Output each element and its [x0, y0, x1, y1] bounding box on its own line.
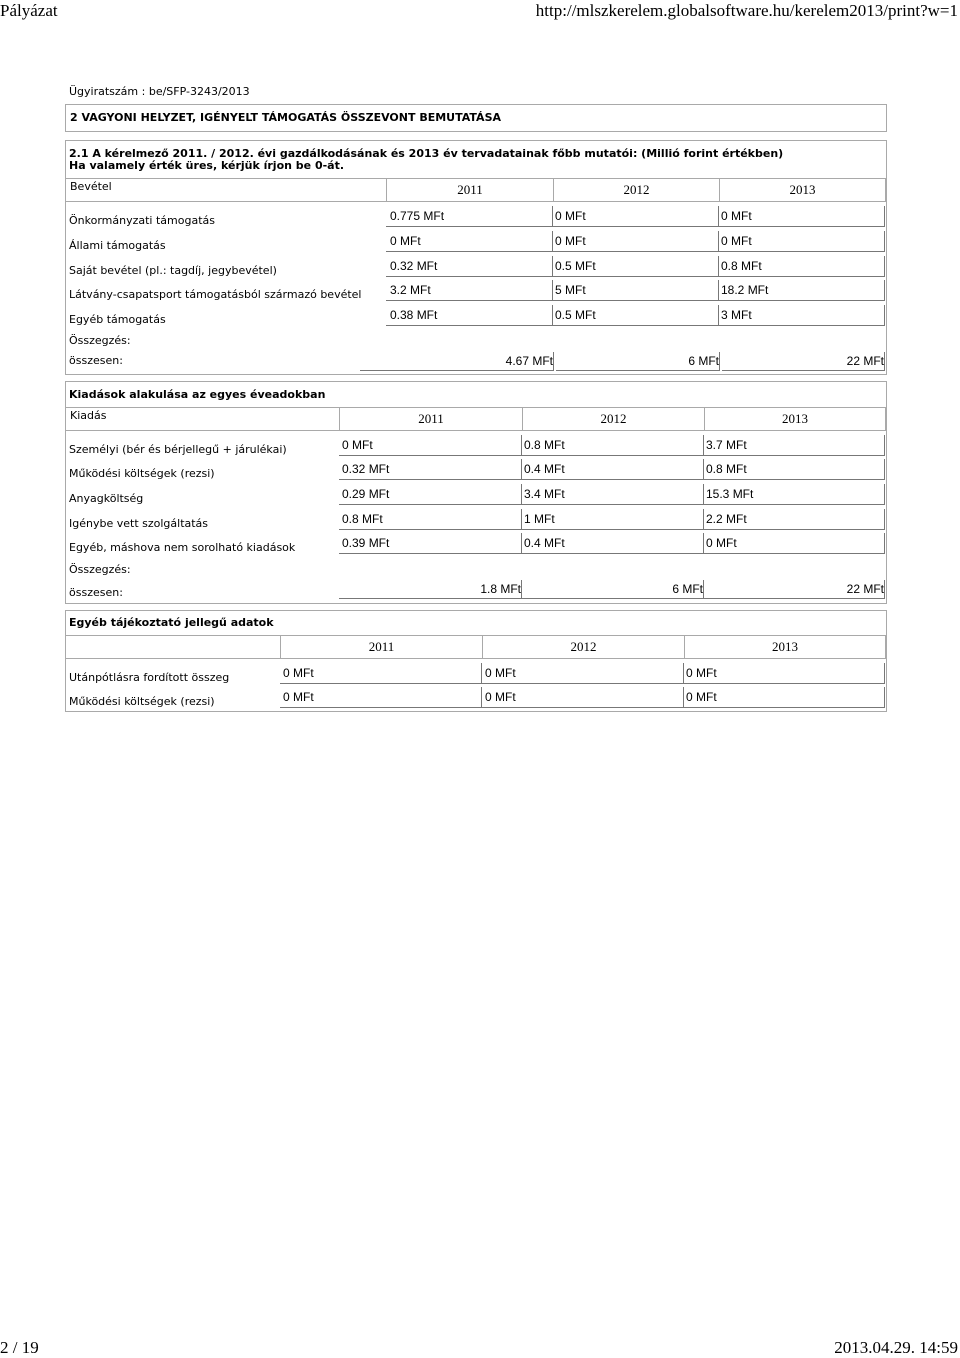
income-field[interactable] [386, 256, 553, 277]
income-value: 3 MFt [721, 308, 752, 322]
expenses-field[interactable] [522, 533, 704, 554]
expenses-value: 0 MFt [706, 536, 737, 550]
expenses-field[interactable] [704, 533, 885, 554]
income-value: 0 MFt [555, 234, 586, 248]
income-field[interactable] [553, 231, 719, 252]
expenses-value: 0.32 MFt [342, 462, 390, 476]
expenses-row-label: Személyi (bér és bérjellegű + járulékai) [69, 443, 287, 456]
income-value: 5 MFt [555, 283, 586, 297]
income-field[interactable] [719, 206, 885, 227]
expenses-row-label: Igénybe vett szolgáltatás [69, 517, 209, 530]
other-field[interactable] [684, 663, 885, 684]
income-total-label: összesen: [69, 354, 123, 367]
expenses-header-cell [65, 407, 340, 431]
expenses-value: 0.29 MFt [342, 487, 390, 501]
other-year-2013: 2013 [684, 635, 886, 659]
page-header-title: Pályázat [0, 1, 58, 20]
income-total-2013: 22 MFt [722, 352, 885, 371]
income-value: 0 MFt [721, 234, 752, 248]
case-number: Ügyiratszám : be/SFP-3243/2013 [69, 85, 250, 98]
income-field[interactable] [386, 280, 553, 301]
expenses-field[interactable] [339, 459, 522, 480]
income-year-2013: 2013 [719, 178, 886, 202]
expenses-field[interactable] [339, 435, 522, 456]
expenses-field[interactable] [704, 435, 885, 456]
expenses-total-label: összesen: [69, 586, 123, 599]
income-value: 0.5 MFt [555, 259, 596, 273]
other-year-2011: 2011 [280, 635, 483, 659]
expenses-value: 15.3 MFt [706, 487, 754, 501]
expenses-row-label: Működési költségek (rezsi) [69, 467, 215, 480]
income-value: 0.5 MFt [555, 308, 596, 322]
income-field[interactable] [719, 280, 885, 301]
other-row-label: Utánpótlásra fordított összeg [69, 671, 230, 684]
income-value: 0.775 MFt [390, 209, 445, 223]
expenses-summary-label: Összegzés: [69, 563, 131, 576]
income-total-2011: 4.67 MFt [360, 352, 554, 371]
expenses-row-label: Egyéb, máshova nem sorolható kiadások [69, 541, 296, 554]
income-value: 0 MFt [390, 234, 421, 248]
other-field[interactable] [280, 687, 482, 708]
other-value: 0 MFt [485, 690, 516, 704]
section-title: 2 VAGYONI HELYZET, IGÉNYELT TÁMOGATÁS ÖSSZEVONT BEMUTATÁSA [70, 111, 502, 124]
expenses-year-2013: 2013 [704, 407, 886, 431]
expenses-value: 0.4 MFt [524, 536, 565, 550]
income-field[interactable] [553, 280, 719, 301]
income-value: 0.38 MFt [390, 308, 438, 322]
income-value: 18.2 MFt [721, 283, 769, 297]
expenses-value: 0.8 MFt [524, 438, 565, 452]
income-field[interactable] [553, 305, 719, 326]
other-year-2012: 2012 [482, 635, 685, 659]
income-field[interactable] [386, 206, 553, 227]
other-value: 0 MFt [283, 690, 314, 704]
expenses-value: 3.7 MFt [706, 438, 747, 452]
income-row-label: Egyéb támogatás [69, 313, 166, 326]
expenses-header-label: Kiadás [70, 409, 107, 422]
expenses-value: 0 MFt [342, 438, 373, 452]
income-header-cell [65, 178, 387, 202]
income-row-label: Látvány-csapatsport támogatásból származó bevétel [69, 288, 362, 301]
income-row-label: Állami támogatás [69, 239, 166, 252]
expenses-total-2013: 22 MFt [704, 580, 885, 599]
income-header-label: Bevétel [70, 180, 112, 193]
expenses-field[interactable] [339, 484, 522, 505]
income-value: 0 MFt [555, 209, 586, 223]
other-row-label: Működési költségek (rezsi) [69, 695, 215, 708]
expenses-field[interactable] [522, 435, 704, 456]
expenses-field[interactable] [339, 533, 522, 554]
income-row-label: Saját bevétel (pl.: tagdíj, jegybevétel) [69, 264, 277, 277]
expenses-value: 0.8 MFt [342, 512, 383, 526]
income-field[interactable] [553, 206, 719, 227]
expenses-total-2012: 6 MFt [522, 580, 704, 599]
other-field[interactable] [482, 663, 684, 684]
income-value: 0 MFt [721, 209, 752, 223]
income-summary-label: Összegzés: [69, 334, 131, 347]
income-field[interactable] [386, 231, 553, 252]
expenses-field[interactable] [704, 484, 885, 505]
expenses-value: 0.8 MFt [706, 462, 747, 476]
other-value: 0 MFt [485, 666, 516, 680]
print-datetime: 2013.04.29. 14:59 [834, 1338, 958, 1357]
expenses-title: Kiadások alakulása az egyes éveadokban [69, 388, 326, 401]
income-field[interactable] [386, 305, 553, 326]
income-field[interactable] [719, 256, 885, 277]
subsection-note: Ha valamely érték üres, kérjük írjon be 0-át. [69, 159, 345, 172]
expenses-value: 3.4 MFt [524, 487, 565, 501]
income-value: 0.32 MFt [390, 259, 438, 273]
other-info-title: Egyéb tájékoztató jellegű adatok [69, 616, 274, 629]
income-year-2012: 2012 [553, 178, 720, 202]
other-value: 0 MFt [686, 666, 717, 680]
section-title-box [65, 104, 887, 132]
expenses-value: 1 MFt [524, 512, 555, 526]
income-row-label: Önkormányzati támogatás [69, 214, 215, 227]
income-total-2012: 6 MFt [556, 352, 720, 371]
other-field[interactable] [684, 687, 885, 708]
expenses-value: 0.4 MFt [524, 462, 565, 476]
expenses-row-label: Anyagköltség [69, 492, 144, 505]
income-year-2011: 2011 [386, 178, 554, 202]
income-field[interactable] [553, 256, 719, 277]
expenses-field[interactable] [704, 459, 885, 480]
page-header-url: http://mlszkerelem.globalsoftware.hu/kerelem2013/print?w=1 [535, 1, 958, 20]
expenses-field[interactable] [339, 509, 522, 530]
income-value: 0.8 MFt [721, 259, 762, 273]
other-field[interactable] [482, 687, 684, 708]
other-value: 0 MFt [283, 666, 314, 680]
subsection-title: 2.1 A kérelmező 2011. / 2012. évi gazdálkodásának és 2013 év tervadatainak főbb mutatói: (Millió forint értékben) [69, 147, 784, 160]
expenses-field[interactable] [522, 484, 704, 505]
income-field[interactable] [719, 231, 885, 252]
income-value: 3.2 MFt [390, 283, 431, 297]
expenses-field[interactable] [704, 509, 885, 530]
expenses-value: 0.39 MFt [342, 536, 390, 550]
expenses-field[interactable] [522, 509, 704, 530]
expenses-year-2011: 2011 [339, 407, 523, 431]
expenses-value: 2.2 MFt [706, 512, 747, 526]
other-value: 0 MFt [686, 690, 717, 704]
income-field[interactable] [719, 305, 885, 326]
page-number: 2 / 19 [0, 1338, 39, 1357]
expenses-total-2011: 1.8 MFt [339, 580, 522, 599]
expenses-year-2012: 2012 [522, 407, 705, 431]
expenses-field[interactable] [522, 459, 704, 480]
other-field[interactable] [280, 663, 482, 684]
other-header-empty [65, 635, 281, 659]
